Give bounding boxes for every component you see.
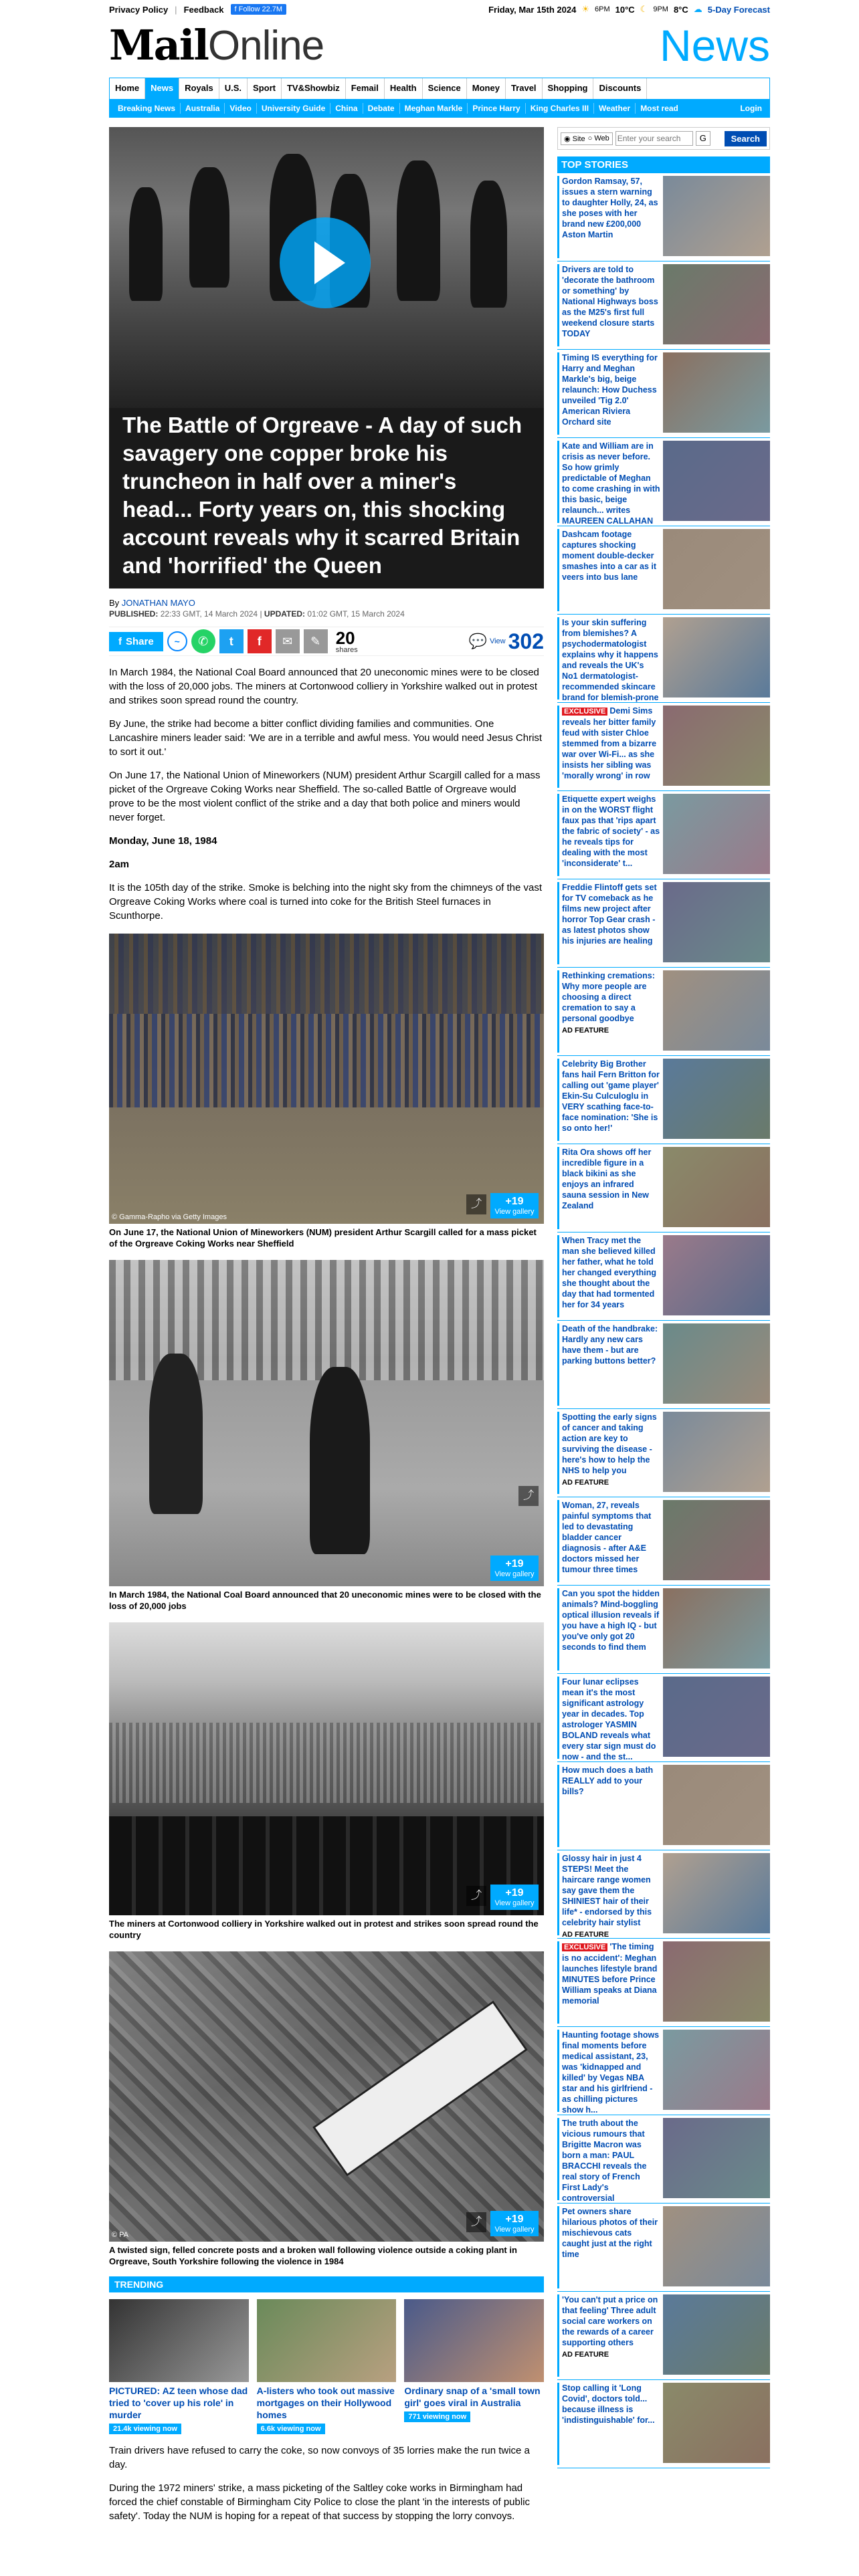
logo-light: Online <box>207 23 324 69</box>
article-image-4[interactable] <box>109 1951 544 2242</box>
top-story-item[interactable] <box>557 968 770 1056</box>
google-icon: G <box>696 131 710 146</box>
top-story-headline: When Tracy met the man she believed killed her father, what he told her changed everything she thought about the day that had tormented her for 34 years <box>562 1236 657 1309</box>
top-story-thumbnail <box>663 794 770 874</box>
email-icon[interactable]: ✉ <box>276 629 300 653</box>
temp-1: 10°C <box>615 4 635 15</box>
top-story-text <box>557 1588 660 1671</box>
gallery-count: +19 <box>505 1887 524 1899</box>
image-caption: In March 1984, the National Coal Board announced that 20 uneconomic mines were to be closed with the loss of 20,000 jobs <box>109 1590 541 1611</box>
top-story-headline: The truth about the vicious rumours that Brigitte Macron was born a man: PAUL BRACCHI reveals the real story of French First Lady's controversial <box>562 2119 647 2203</box>
top-story-headline: Dashcam footage captures shocking moment double-decker smashes into a car as it veers into bus lane <box>562 530 657 582</box>
top-story-text <box>557 706 660 788</box>
trending-item-title: PICTURED: AZ teen whose dad tried to 'cover up his role' in murder <box>109 2385 248 2420</box>
share-label: Share <box>126 635 154 647</box>
paragraph: By June, the strike had become a bitter conflict dividing families and communities. One Lancashire miners leader said: 'We are in a terrible and awful mess. You would need Jesus Christ to sort it out.' <box>109 718 543 758</box>
top-story-item[interactable] <box>557 703 770 791</box>
facebook-icon: f <box>118 635 122 647</box>
top-story-text <box>557 1500 660 1582</box>
nav-health[interactable]: Health <box>385 78 423 99</box>
comment-icon[interactable]: ✎ <box>304 629 328 653</box>
trending-item[interactable] <box>109 2299 249 2434</box>
site-label: Site <box>572 134 585 143</box>
top-story-item[interactable] <box>557 1762 770 1850</box>
top-story-item[interactable] <box>557 1497 770 1586</box>
messenger-icon[interactable]: ~ <box>167 631 187 651</box>
subnav-video[interactable]: Video <box>225 103 256 114</box>
top-story-text <box>557 1323 660 1406</box>
site-radio[interactable]: ◉ Site <box>564 134 585 143</box>
top-story-thumbnail <box>663 1941 770 2022</box>
top-story-headline: Glossy hair in just 4 STEPS! Meet the haircare range women say gave them the SHINIEST hair of their life* - endorsed by this celebrity hair stylist <box>562 1854 652 1927</box>
top-story-item[interactable] <box>557 615 770 703</box>
top-story-thumbnail <box>663 1677 770 1757</box>
top-story-headline: Spotting the early signs of cancer and taking action are key to surviving the disease - here's how to help the NHS to help you <box>562 1412 657 1475</box>
trending-image <box>257 2299 397 2382</box>
top-story-item[interactable] <box>557 1409 770 1497</box>
top-story-text <box>557 1147 660 1229</box>
view-gallery-button[interactable] <box>490 1193 539 1218</box>
login-link[interactable]: Login <box>740 104 762 113</box>
viewing-now-badge: 6.6k viewing now <box>257 2424 325 2434</box>
top-story-headline: Kate and William are in crisis as never before. So how grimly predictable of Meghan to come crashing in with this basic, beige relaunch... writes MAUREEN CALLAHAN <box>562 441 660 526</box>
nav-sport[interactable]: Sport <box>248 78 282 99</box>
channel-title: News <box>659 21 770 70</box>
moon-icon: ☾ <box>640 4 648 14</box>
gallery-label: View gallery <box>494 1208 535 1216</box>
exclusive-badge: EXCLUSIVE <box>562 1943 607 1951</box>
viewing-now-badge: 21.4k viewing now <box>109 2424 181 2434</box>
comments-link[interactable] <box>469 629 544 654</box>
share-icon[interactable]: ⤴ <box>518 1486 539 1506</box>
top-story-item[interactable] <box>557 791 770 879</box>
feedback-link[interactable]: Feedback <box>183 4 224 15</box>
nav-discounts[interactable]: Discounts <box>593 78 647 99</box>
nav-science[interactable]: Science <box>423 78 467 99</box>
subheading: 2am <box>109 859 130 870</box>
top-stories-title: TOP STORIES <box>557 156 770 173</box>
top-stories-list <box>557 173 770 2468</box>
top-story-thumbnail <box>663 352 770 433</box>
logo-bold: Mail <box>109 21 208 70</box>
subnav-meghan[interactable]: Meghan Markle <box>400 103 468 114</box>
ad-feature-label: AD FEATURE <box>562 1479 609 1487</box>
nav-tvshowbiz[interactable]: TV&Showbiz <box>282 78 346 99</box>
top-story-thumbnail <box>663 264 770 344</box>
trending-item[interactable] <box>257 2299 397 2434</box>
share-icon[interactable]: ⤴ <box>466 1886 486 1906</box>
top-story-thumbnail <box>663 1323 770 1404</box>
cloud-icon: ☁ <box>693 4 702 14</box>
gallery-label: View gallery <box>494 1899 535 1907</box>
subnav-mostread[interactable]: Most read <box>640 104 678 113</box>
web-label: Web <box>594 134 609 142</box>
subnav-king[interactable]: King Charles III <box>526 103 594 114</box>
top-story-thumbnail <box>663 970 770 1051</box>
top-story-item[interactable] <box>557 2292 770 2380</box>
nav-money[interactable]: Money <box>467 78 506 99</box>
top-story-headline: Four lunar eclipses mean it's the most significant astrology year in decades. Top astrologer YASMIN BOLAND reveals what every star sign must do now - and the st... <box>562 1677 656 1761</box>
web-radio[interactable]: ○ Web <box>587 134 609 142</box>
top-story-text <box>557 617 660 700</box>
forecast-link[interactable]: 5-Day Forecast <box>707 4 770 15</box>
search-input[interactable] <box>615 131 693 146</box>
top-story-thumbnail <box>663 1588 770 1669</box>
top-story-thumbnail <box>663 1765 770 1845</box>
share-button[interactable] <box>109 632 163 651</box>
top-story-thumbnail <box>663 617 770 697</box>
share-count <box>336 629 358 654</box>
top-story-item[interactable] <box>557 1321 770 1409</box>
share-bar <box>109 627 544 656</box>
top-story-item[interactable] <box>557 1232 770 1321</box>
top-story-thumbnail <box>663 2383 770 2463</box>
image-block <box>109 1622 544 1941</box>
subnav-australia[interactable]: Australia <box>181 103 225 114</box>
date-text: Friday, Mar 15th 2024 <box>488 4 577 15</box>
top-story-headline: Rita Ora shows off her incredible figure in a black bikini as she enjoys an infrared sauna session in New Zealand <box>562 1148 652 1210</box>
exclusive-badge: EXCLUSIVE <box>562 708 607 716</box>
top-story-text <box>557 2206 660 2288</box>
comments-count: 302 <box>508 629 544 653</box>
top-story-text <box>557 1941 660 2024</box>
top-story-thumbnail <box>663 176 770 256</box>
top-story-item[interactable] <box>557 2115 770 2204</box>
top-story-item[interactable] <box>557 438 770 526</box>
top-story-text <box>557 1235 660 1317</box>
top-story-text <box>557 882 660 964</box>
trending-item-title: A-listers who took out massive mortgages on their Hollywood homes <box>256 2385 395 2420</box>
top-bar: Privacy Policy | Feedback f Follow 22.7M Friday, Mar 15th 2024 ☀ 6PM 10°C ☾ 9PM 8°C ☁ 5-Day Forecast <box>109 4 770 15</box>
subnav-china[interactable]: China <box>330 103 363 114</box>
top-story-thumbnail <box>663 2294 770 2375</box>
top-story-text <box>557 2118 660 2203</box>
hero-video[interactable] <box>109 127 544 588</box>
image-block <box>109 934 544 1249</box>
article-image-3[interactable] <box>109 1622 544 1915</box>
top-story-item[interactable] <box>557 526 770 615</box>
top-story-item[interactable] <box>557 2204 770 2292</box>
top-story-text <box>557 2030 660 2115</box>
trending-image <box>109 2299 249 2382</box>
sun-icon: ☀ <box>581 4 589 14</box>
flipboard-icon[interactable]: f <box>248 629 272 653</box>
twitter-icon[interactable]: t <box>219 629 244 653</box>
top-story-text <box>557 1059 660 1141</box>
gallery-count: +19 <box>505 1558 524 1570</box>
article <box>109 127 544 2523</box>
top-story-thumbnail <box>663 706 770 786</box>
top-story-text <box>557 1853 660 1939</box>
facebook-icon: f <box>234 5 239 13</box>
gallery-label: View gallery <box>494 1570 535 1578</box>
main-nav <box>109 78 770 99</box>
time-1: 6PM <box>595 5 610 13</box>
nav-femail[interactable]: Femail <box>346 78 385 99</box>
nav-home[interactable]: Home <box>110 78 145 99</box>
mailonline-logo[interactable] <box>109 19 324 73</box>
top-story-thumbnail <box>663 1412 770 1492</box>
time-2: 9PM <box>653 5 668 13</box>
nav-shopping[interactable]: Shopping <box>543 78 594 99</box>
speech-bubble-icon: 💬 <box>468 633 487 649</box>
temp-2: 8°C <box>673 4 688 15</box>
updated-label: UPDATED: <box>264 609 306 619</box>
article-image-1[interactable] <box>109 934 544 1224</box>
share-icon[interactable]: ⤴ <box>466 2212 486 2232</box>
subnav-university[interactable]: University Guide <box>257 103 330 114</box>
article-dates: PUBLISHED: 22:33 GMT, 14 March 2024 | UPDATED: 01:02 GMT, 15 March 2024 <box>109 609 405 619</box>
top-story-headline: Haunting footage shows final moments before medical assistant, 23, was 'kidnapped and killed' by Vegas NBA star and his girlfriend - as chilling pictures show h... <box>562 2030 660 2115</box>
top-story-headline: Etiquette expert weighs in on the WORST flight faux pas that 'rips apart the fabric of society' - as he reveals tips for dealing with the most 'inconsiderate' t... <box>562 794 660 868</box>
top-story-text <box>557 2294 660 2377</box>
sub-nav <box>109 99 770 118</box>
top-story-thumbnail <box>663 1235 770 1315</box>
photo-credit: © Gamma-Rapho via Getty Images <box>112 1213 227 1221</box>
gallery-label: View gallery <box>494 2226 535 2234</box>
subnav-weather[interactable]: Weather <box>594 103 636 114</box>
gallery-count: +19 <box>505 2214 524 2225</box>
published-label: PUBLISHED: <box>109 609 159 619</box>
top-story-item[interactable] <box>557 261 770 350</box>
top-story-headline: Timing IS everything for Harry and Meghan Markle's big, beige relaunch: How Duchess unveiled 'Tig 2.0' American Riviera Orchard site <box>562 353 658 427</box>
top-story-thumbnail <box>663 1147 770 1227</box>
top-story-headline: Stop calling it 'Long Covid', doctors told... because illness is 'indistinguishable' for... <box>562 2383 655 2425</box>
top-story-text <box>557 970 660 1053</box>
paragraph: Train drivers have refused to carry the coke, so now convoys of 35 lorries make the run twice a day. <box>109 2445 530 2470</box>
top-story-text <box>557 176 660 258</box>
top-story-thumbnail <box>663 529 770 609</box>
top-story-headline: 'You can't put a price on that feeling' Three adult social care workers on the rewards of a career supporting others <box>562 2295 658 2347</box>
subnav-debate[interactable]: Debate <box>363 103 400 114</box>
search-box <box>557 127 770 150</box>
subnav-breaking[interactable]: Breaking News <box>113 103 181 114</box>
trending-section <box>109 2276 544 2434</box>
top-story-thumbnail <box>663 2030 770 2110</box>
top-story-thumbnail <box>663 1059 770 1139</box>
trending-item-title: Ordinary snap of a 'small town girl' goes viral in Australia <box>404 2385 541 2408</box>
paragraph: On June 17, the National Union of Mineworkers (NUM) president Arthur Scargill called for a mass picket of the Orgreave Coking Works near Sheffield. The so-called Battle of Orgreave would prove to be the most violent conflict of the strike and a day that both police and miners would never forget. <box>109 770 541 823</box>
top-story-headline: Can you spot the hidden animals? Mind-boggling optical illusion reveals if you have a high IQ - but you've only got 20 seconds to find them <box>562 1589 660 1652</box>
author-link[interactable]: JONATHAN MAYO <box>121 598 195 608</box>
article-image-2[interactable] <box>109 1260 544 1586</box>
image-block <box>109 1951 544 2267</box>
top-story-text <box>557 1765 660 1847</box>
nav-us[interactable]: U.S. <box>219 78 248 99</box>
fb-follow-label: Follow 22.7M <box>238 5 283 13</box>
top-story-thumbnail <box>663 1500 770 1580</box>
top-story-item[interactable] <box>557 2027 770 2115</box>
top-story-text <box>557 352 660 435</box>
subheading: Monday, June 18, 1984 <box>109 835 217 847</box>
top-story-text <box>557 441 660 526</box>
image-caption: A twisted sign, felled concrete posts and a broken wall following violence outside a coking plant in Orgreave, South Yorkshire following the violence in 1984 <box>109 2245 517 2266</box>
view-gallery-button[interactable] <box>490 1555 539 1581</box>
gallery-count: +19 <box>505 1196 524 1207</box>
top-story-item[interactable] <box>557 1144 770 1232</box>
top-story-item[interactable] <box>557 2380 770 2468</box>
top-story-headline: Gordon Ramsay, 57, issues a stern warning to daughter Holly, 24, as she poses with her brand new £200,000 Aston Martin <box>562 177 658 239</box>
whatsapp-icon[interactable]: ✆ <box>191 629 215 653</box>
by-label: By <box>109 598 120 608</box>
share-icon[interactable]: ⤴ <box>466 1194 486 1214</box>
top-story-item[interactable] <box>557 173 770 261</box>
top-story-item[interactable] <box>557 1056 770 1144</box>
viewing-now-badge: 771 viewing now <box>404 2411 470 2422</box>
view-gallery-button[interactable] <box>490 2211 539 2236</box>
search-scope <box>561 132 613 145</box>
nav-news[interactable]: News <box>145 78 179 99</box>
top-story-headline: Death of the handbrake: Hardly any new cars have them - but are parking buttons better? <box>562 1324 658 1366</box>
shares-number: 20 <box>335 627 355 648</box>
top-story-headline: Is your skin suffering from blemishes? A psychodermatologist explains why it happens and reveals the UK's No1 dermatologist-recommended skincare brand for blemish-prone <box>562 618 659 702</box>
trending-title: TRENDING <box>109 2276 544 2292</box>
search-button[interactable]: Search <box>725 131 767 146</box>
paragraph: In March 1984, the National Coal Board announced that 20 uneconomic mines were to be closed with the loss of 20,000 jobs. The miners at Cortonwood colliery in Yorkshire walked out in protest and strikes soon spread round the country. <box>109 667 539 706</box>
view-gallery-button[interactable] <box>490 1885 539 1910</box>
top-story-item[interactable] <box>557 1586 770 1674</box>
shares-label: shares <box>335 645 358 654</box>
top-story-item[interactable] <box>557 1850 770 1939</box>
trending-item[interactable] <box>404 2299 544 2434</box>
top-story-text <box>557 1677 660 1759</box>
top-story-item[interactable] <box>557 350 770 438</box>
top-story-thumbnail <box>663 2118 770 2198</box>
top-story-headline: Pet owners share hilarious photos of their mischievous cats caught just at the right time <box>562 2207 658 2259</box>
top-story-headline: Freddie Flintoff gets set for TV comeback as he films new project after horror Top Gear crash - as latest photos show his injuries are healing <box>562 883 657 946</box>
top-story-headline: Celebrity Big Brother fans hail Fern Britton for calling out 'game player' Ekin-Su Culculoglu in VERY scathing face-to-face nomination: 'She is so onto her!' <box>562 1059 660 1133</box>
top-story-thumbnail <box>663 882 770 962</box>
paragraph: It is the 105th day of the strike. Smoke is belching into the night sky from the chimneys of the vast Orgreave Coking Works where coal is turned into coke for the British Steel furnaces in Scunthorpe. <box>109 882 542 922</box>
article-body <box>109 665 544 2523</box>
privacy-link[interactable]: Privacy Policy <box>109 4 169 15</box>
updated-date: 01:02 GMT, 15 March 2024 <box>307 609 405 619</box>
byline <box>109 598 544 608</box>
nav-travel[interactable]: Travel <box>506 78 543 99</box>
top-story-headline: How much does a bath REALLY add to your bills? <box>562 1765 654 1796</box>
subnav-harry[interactable]: Prince Harry <box>468 103 525 114</box>
paragraph: During the 1972 miners' strike, a mass picketing of the Saltley coke works in Birmingham had forced the chief constable of Birmingham City Police to close the plant 'in the interests of public safety'. Today the NUM is hoping for a repeat of that success by stopping the lorry convoys. <box>109 2482 531 2522</box>
facebook-follow-button[interactable] <box>231 4 287 15</box>
masthead <box>109 19 770 72</box>
sidebar <box>557 127 770 2468</box>
top-story-thumbnail <box>663 2206 770 2286</box>
top-story-headline: Woman, 27, reveals painful symptoms that led to devastating bladder cancer diagnosis - after A&E doctors missed her tumour three times <box>562 1501 652 1574</box>
ad-feature-label: AD FEATURE <box>562 2351 609 2359</box>
top-story-headline: Rethinking cremations: Why more people are choosing a direct cremation to say a personal goodbye <box>562 971 655 1023</box>
top-story-text <box>557 529 660 611</box>
photo-credit: © PA <box>112 2231 129 2239</box>
top-story-headline: 'The timing is no accident': Meghan launches lifestyle brand MINUTES before Prince William speaks at Diana memorial <box>562 1942 658 2006</box>
top-story-headline: Demi Sims reveals her bitter family feud with sister Chloe stemmed from a bizarre war over Wi-Fi... as she insists her sibling was 'morally wrong' in row <box>562 706 657 780</box>
top-story-text <box>557 264 660 346</box>
top-story-text <box>557 1412 660 1494</box>
image-caption: On June 17, the National Union of Mineworkers (NUM) president Arthur Scargill called for a mass picket of the Orgreave Coking Works near Sheffield <box>109 1227 537 1249</box>
top-story-text <box>557 2383 660 2465</box>
top-story-item[interactable] <box>557 879 770 968</box>
play-icon[interactable] <box>280 217 371 308</box>
image-block <box>109 1260 544 1612</box>
view-label: View <box>489 637 506 645</box>
top-story-item[interactable] <box>557 1939 770 2027</box>
headline: The Battle of Orgreave - A day of such savagery one copper broke his truncheon in half over a miner's head... Forty years on, this shocking account reveals why it scarred Britain and 'horrified' the Queen <box>122 413 522 578</box>
top-story-item[interactable] <box>557 1674 770 1762</box>
nav-royals[interactable]: Royals <box>179 78 219 99</box>
published-date: 22:33 GMT, 14 March 2024 <box>160 609 258 619</box>
top-story-headline: Drivers are told to 'decorate the bathroom or something' by National Highways boss as the M25's first full weekend closure starts TODAY <box>562 265 658 338</box>
image-caption: The miners at Cortonwood colliery in Yorkshire walked out in protest and strikes soon spread round the country <box>109 1919 539 1940</box>
ad-feature-label: AD FEATURE <box>562 1931 609 1939</box>
top-story-thumbnail <box>663 441 770 521</box>
top-story-thumbnail <box>663 1853 770 1933</box>
ad-feature-label: AD FEATURE <box>562 1027 609 1035</box>
top-story-text <box>557 794 660 876</box>
trending-image <box>404 2299 544 2382</box>
